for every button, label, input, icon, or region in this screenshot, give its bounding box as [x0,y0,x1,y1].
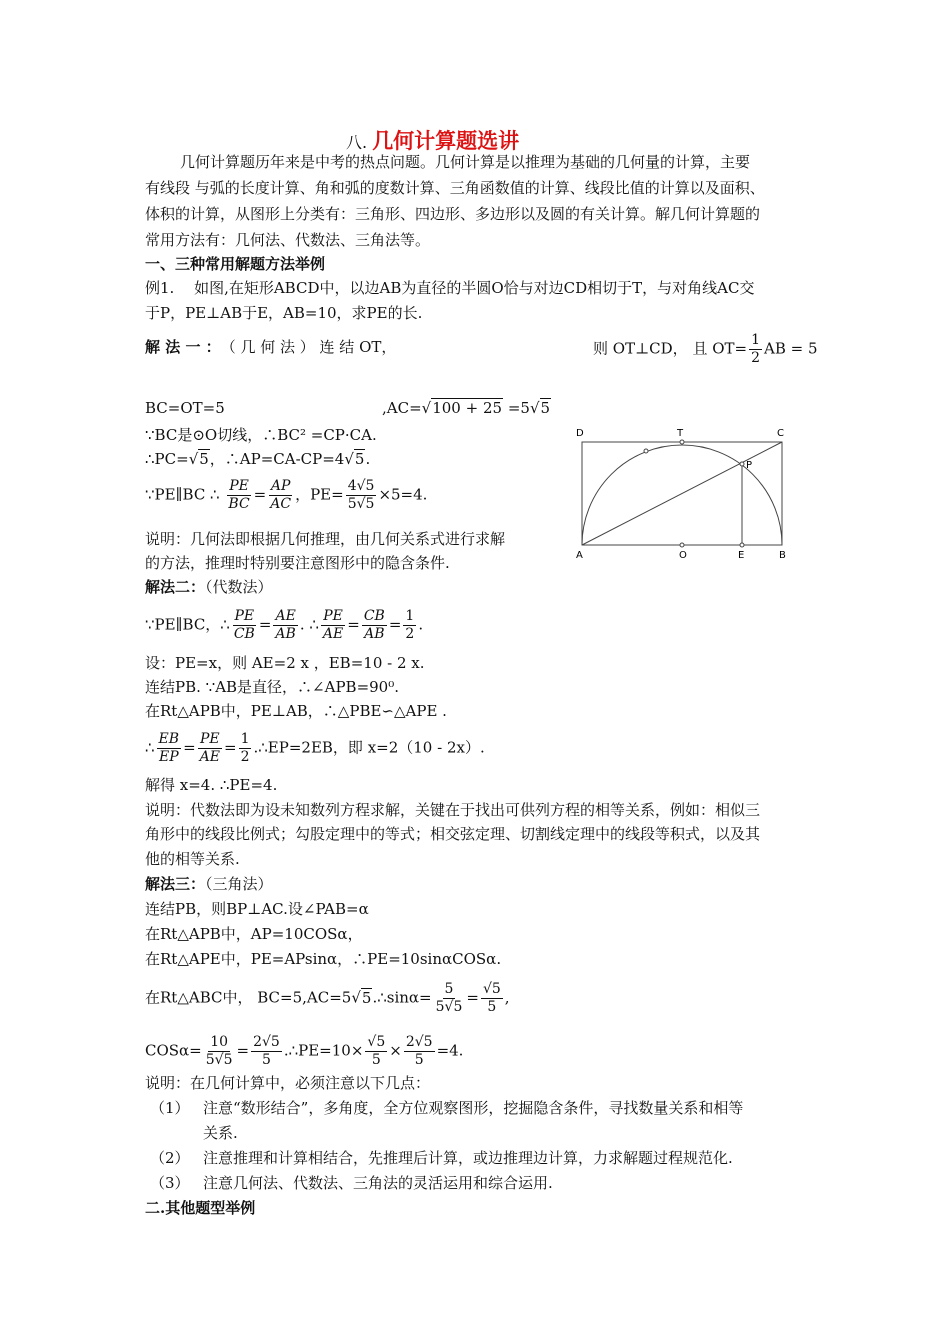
method2-note-1: 说明：代数法即为设未知数列方程求解，关键在于找出可供列方程的相等关系，例如：相似三 [145,801,761,819]
method3-note: 说明：在几何计算中，必须注意以下几点： [145,1074,431,1092]
label-o: O [679,550,687,561]
method1-note-1: 说明：几何法即根据几何推理，由几何关系式进行求解 [145,530,506,548]
method2-line-3: 连结PB. ∵AB是直径，∴∠APB=90⁰. [145,678,400,696]
label-a: A [576,550,583,561]
page-title: 八. 几何计算题选讲 [346,128,520,153]
method1-line-5: ∵PE∥BC ∴ $\frac{PE}{BC}$ = $\frac{AP}{AC}$ ，PE= $\frac{4√5}{5√5}$ ×5=4. [145,478,428,512]
intro-line-1: 几何计算题历年来是中考的热点问题。几何计算是以推理为基础的几何量的计算，主要 [180,153,751,171]
section-heading-1: 一、三种常用解题方法举例 [145,255,326,273]
intro-line-4: 常用方法有：几何法、代数法、三角法等。 [145,231,431,249]
method1-line-3: ∵BC是⊙O切线，∴BC² =CP·CA. [145,426,377,444]
method2-line-2: 设：PE=x，则 AE=2 x ，EB=10 - 2 x. [145,654,425,672]
label-e: E [738,550,745,561]
method1-note-2: 的方法，推理时特别要注意图形中的隐含条件. [145,554,450,572]
point-p [740,462,744,466]
method1-line-1: 解 法 一 ： （ 几 何 法 ） 连 结 OT， [145,338,397,356]
example1-line-2: 于P，PE⊥AB于E，AB=10，求PE的长. [145,304,423,322]
intro-line-2: 有线段 与弧的长度计算、角和弧的度数计算、三角函数值的计算、线段比值的计算以及面积、 [145,179,765,197]
method2-line-5: ∴ $\frac{EB}{EP}$ = $\frac{PE}{AE}$ = $\frac{1}{2}$ .∴EP=2EB，即 x=2（10 - 2x）. [145,731,485,765]
section-heading-2: 二.其他题型举例 [145,1199,256,1217]
note-item-2-text: 注意推理和计算相结合，先推理后计算，或边推理边计算，力求解题过程规范化. [203,1149,733,1167]
method1-line-4: ∴PC=√5，∴AP=CA-CP=4√5. [145,450,371,468]
method3-heading: 解法三：（三角法） [145,875,273,893]
method1-line-2-ac: ,AC=√100 + 25 =5√5 [382,399,551,417]
note-item-1-num: （1） [150,1099,190,1117]
note-item-3-num: （3） [150,1174,190,1192]
method1-line-1-right: 则 OT⊥CD， 且 OT= $\frac{1}{2}$ AB = 5 [593,332,818,366]
point-o [680,543,684,547]
label-d: D [576,428,584,439]
note-item-2-num: （2） [150,1149,190,1167]
method2-line-6: 解得 x=4. ∴PE=4. [145,776,278,794]
method3-line-1: 连结PB，则BP⊥AC.设∠PAB=α [145,900,369,918]
label-t: T [677,428,684,439]
intro-line-3: 体积的计算，从图形上分类有：三角形、四边形、多边形以及圆的有关计算。解几何计算题的 [145,205,761,223]
method2-line-4: 在Rt△APB中，PE⊥AB，∴△PBE∽△APE . [145,702,447,720]
method2-line-1: ∵PE∥BC，∴ $\frac{PE}{CB}$ = $\frac{AE}{AB}$ . ∴ $\frac{PE}{AE}$ = $\frac{CB}{AB}$ = $\frac{1}{2}$ . [145,608,424,642]
point-e [740,543,744,547]
method3-line-4: 在Rt△ABC中， BC=5,AC=5√5.∴sinα= $\frac{5}{5√5}$ = $\frac{√5}{5}$ , [145,981,510,1015]
method3-line-5: COSα= $\frac{10}{5√5}$ = $\frac{2√5}{5}$ .∴PE=10× $\frac{√5}{5}$ × $\frac{2√5}{5}$ =4. [145,1034,464,1068]
method1-line-2: BC=OT=5 [145,399,225,417]
arc-point [644,449,648,453]
point-t [680,440,684,444]
method3-line-3: 在Rt△APE中，PE=APsinα，∴PE=10sinαCOSα. [145,950,502,968]
note-item-1-text: 注意“数形结合”，多角度，全方位观察图形，挖掘隐含条件，寻找数量关系和相等 [203,1099,744,1117]
method2-heading: 解法二：（代数法） [145,578,273,596]
label-p: P [746,460,753,471]
method2-note-3: 他的相等关系. [145,850,240,868]
example1-line-1: 例1. 如图,在矩形ABCD中，以边AB为直径的半圆O恰与对边CD相切于T，与对角线AC交 [145,279,755,297]
diagonal-ac [582,442,782,545]
label-b: B [779,550,786,561]
geometry-figure [574,424,794,564]
label-c: C [777,428,784,439]
note-item-1-cont: 关系. [203,1124,238,1142]
method3-line-2: 在Rt△APB中，AP=10COSα， [145,925,363,943]
note-item-3-text: 注意几何法、代数法、三角法的灵活运用和综合运用. [203,1174,553,1192]
method2-note-2: 角形中的线段比例式；勾股定理中的等式；相交弦定理、切割线定理中的线段等积式，以及其 [145,825,761,843]
